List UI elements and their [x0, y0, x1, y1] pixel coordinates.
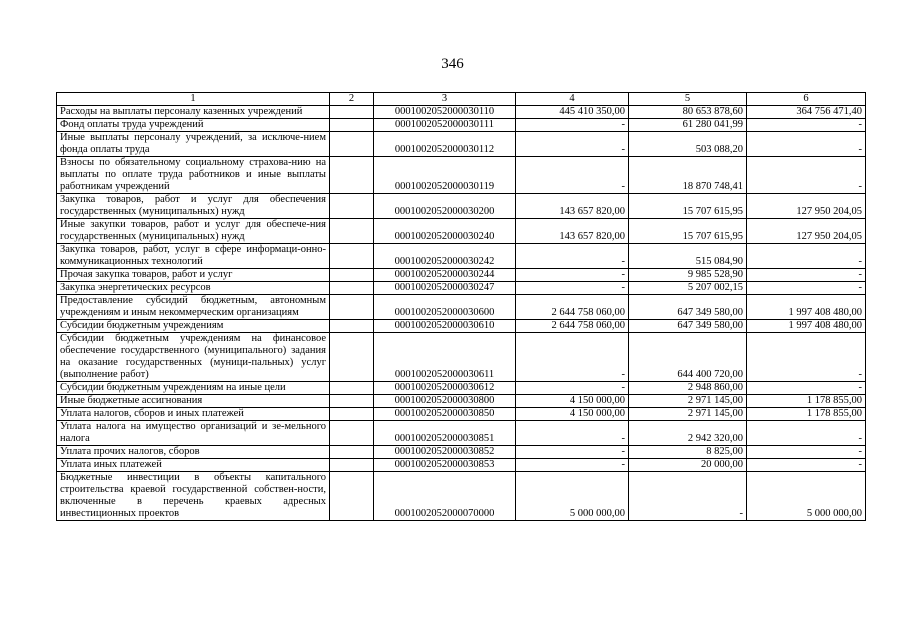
row-value-col5: 2 971 145,00: [629, 395, 747, 408]
row-col2-cell: [330, 395, 374, 408]
row-col2-cell: [330, 408, 374, 421]
table-row: [57, 333, 866, 382]
row-value-col4: -: [516, 119, 629, 132]
row-value-col6: -: [747, 421, 866, 446]
row-col2-cell: [330, 382, 374, 395]
table-row: [57, 269, 866, 282]
row-value-col4: 4 150 000,00: [516, 395, 629, 408]
table-row: [57, 421, 866, 446]
row-value-col4: -: [516, 157, 629, 194]
table-row: [57, 157, 866, 194]
row-name-cell: Иные бюджетные ассигнования: [57, 395, 330, 408]
header-row: [57, 93, 866, 106]
row-value-col6: 1 997 408 480,00: [747, 320, 866, 333]
row-value-col5: 647 349 580,00: [629, 295, 747, 320]
row-value-col6: 127 950 204,05: [747, 194, 866, 219]
page-number: 346: [441, 56, 464, 72]
row-code-cell: 0001002052000030112: [374, 132, 516, 157]
row-name-cell: Субсидии бюджетным учреждениям на финансовое обеспечение государственного (муниципального) задания на оказание государственных (муници-пальных) услуг (выполнение работ): [57, 333, 330, 382]
column-header-2: 2: [330, 93, 374, 106]
row-code-cell: 0001002052000030800: [374, 395, 516, 408]
row-code-cell: 0001002052000030119: [374, 157, 516, 194]
row-value-col6: -: [747, 244, 866, 269]
row-value-col6: -: [747, 446, 866, 459]
row-col2-cell: [330, 269, 374, 282]
row-col2-cell: [330, 320, 374, 333]
row-value-col5: 2 948 860,00: [629, 382, 747, 395]
row-col2-cell: [330, 282, 374, 295]
table-row: [57, 282, 866, 295]
table-row: [57, 244, 866, 269]
row-value-col4: -: [516, 459, 629, 472]
row-value-col6: 1 178 855,00: [747, 408, 866, 421]
row-name-cell: Закупка товаров, работ, услуг в сфере информаци-онно-коммуникационных технологий: [57, 244, 330, 269]
row-value-col4: -: [516, 382, 629, 395]
row-col2-cell: [330, 157, 374, 194]
row-value-col6: 1 178 855,00: [747, 395, 866, 408]
row-col2-cell: [330, 119, 374, 132]
row-value-col4: -: [516, 333, 629, 382]
row-name-cell: Расходы на выплаты персоналу казенных учреждений: [57, 106, 330, 119]
column-header-6: 6: [747, 93, 866, 106]
row-code-cell: 0001002052000030200: [374, 194, 516, 219]
row-col2-cell: [330, 459, 374, 472]
row-value-col6: 364 756 471,40: [747, 106, 866, 119]
row-code-cell: 0001002052000030600: [374, 295, 516, 320]
row-code-cell: 0001002052000030242: [374, 244, 516, 269]
table-body: [57, 106, 866, 521]
row-value-col6: -: [747, 382, 866, 395]
row-name-cell: Прочая закупка товаров, работ и услуг: [57, 269, 330, 282]
row-value-col5: 18 870 748,41: [629, 157, 747, 194]
row-col2-cell: [330, 295, 374, 320]
row-col2-cell: [330, 244, 374, 269]
row-value-col4: 4 150 000,00: [516, 408, 629, 421]
table-row: [57, 395, 866, 408]
row-value-col5: 644 400 720,00: [629, 333, 747, 382]
row-name-cell: Взносы по обязательному социальному страхова-нию на выплаты по оплате труда работников и иные выплаты работникам учреждений: [57, 157, 330, 194]
row-code-cell: 0001002052000030612: [374, 382, 516, 395]
row-value-col6: -: [747, 282, 866, 295]
row-value-col4: 2 644 758 060,00: [516, 295, 629, 320]
row-name-cell: Закупка энергетических ресурсов: [57, 282, 330, 295]
row-value-col6: -: [747, 459, 866, 472]
row-value-col5: 503 088,20: [629, 132, 747, 157]
row-col2-cell: [330, 446, 374, 459]
row-value-col5: 515 084,90: [629, 244, 747, 269]
table-row: [57, 382, 866, 395]
row-name-cell: Субсидии бюджетным учреждениям на иные цели: [57, 382, 330, 395]
row-name-cell: Уплата прочих налогов, сборов: [57, 446, 330, 459]
table-row: [57, 320, 866, 333]
row-col2-cell: [330, 472, 374, 521]
row-col2-cell: [330, 333, 374, 382]
row-col2-cell: [330, 194, 374, 219]
row-code-cell: 0001002052000030850: [374, 408, 516, 421]
row-name-cell: Уплата налогов, сборов и иных платежей: [57, 408, 330, 421]
table-row: [57, 408, 866, 421]
row-name-cell: Уплата налога на имущество организаций и зе-мельного налога: [57, 421, 330, 446]
row-value-col4: 2 644 758 060,00: [516, 320, 629, 333]
row-col2-cell: [330, 106, 374, 119]
column-header-5: 5: [629, 93, 747, 106]
column-header-3: 3: [374, 93, 516, 106]
row-code-cell: 0001002052000030851: [374, 421, 516, 446]
row-value-col4: -: [516, 421, 629, 446]
row-code-cell: 0001002052000030247: [374, 282, 516, 295]
table-row: [57, 219, 866, 244]
row-value-col4: -: [516, 269, 629, 282]
row-value-col5: 15 707 615,95: [629, 219, 747, 244]
row-value-col4: -: [516, 446, 629, 459]
row-value-col4: -: [516, 132, 629, 157]
row-name-cell: Бюджетные инвестиции в объекты капитального строительства краевой государственной собствен-ности, включенные в перечень краевых адресных инвестиционных проектов: [57, 472, 330, 521]
row-value-col5: -: [629, 472, 747, 521]
row-value-col6: 127 950 204,05: [747, 219, 866, 244]
row-name-cell: Субсидии бюджетным учреждениям: [57, 320, 330, 333]
table-row: [57, 106, 866, 119]
row-value-col6: -: [747, 269, 866, 282]
row-name-cell: Закупка товаров, работ и услуг для обеспечения государственных (муниципальных) нужд: [57, 194, 330, 219]
row-name-cell: Иные выплаты персоналу учреждений, за исключе-нием фонда оплаты труда: [57, 132, 330, 157]
row-value-col5: 647 349 580,00: [629, 320, 747, 333]
row-code-cell: 0001002052000030111: [374, 119, 516, 132]
row-value-col6: -: [747, 157, 866, 194]
row-value-col5: 5 207 002,15: [629, 282, 747, 295]
row-name-cell: Уплата иных платежей: [57, 459, 330, 472]
row-value-col4: 143 657 820,00: [516, 194, 629, 219]
column-header-1: 1: [57, 93, 330, 106]
row-code-cell: 0001002052000030110: [374, 106, 516, 119]
row-value-col6: -: [747, 333, 866, 382]
row-value-col6: -: [747, 132, 866, 157]
column-header-4: 4: [516, 93, 629, 106]
row-value-col4: 5 000 000,00: [516, 472, 629, 521]
row-value-col4: 445 410 350,00: [516, 106, 629, 119]
row-value-col5: 20 000,00: [629, 459, 747, 472]
row-value-col6: 1 997 408 480,00: [747, 295, 866, 320]
row-code-cell: 0001002052000030611: [374, 333, 516, 382]
row-value-col5: 2 942 320,00: [629, 421, 747, 446]
row-value-col6: 5 000 000,00: [747, 472, 866, 521]
table-row: [57, 295, 866, 320]
row-name-cell: Иные закупки товаров, работ и услуг для обеспече-ния государственных (муниципальных) нужд: [57, 219, 330, 244]
row-col2-cell: [330, 219, 374, 244]
row-code-cell: 0001002052000030244: [374, 269, 516, 282]
row-value-col5: 8 825,00: [629, 446, 747, 459]
row-name-cell: Предоставление субсидий бюджетным, автономным учреждениям и иным некоммерческим организациям: [57, 295, 330, 320]
row-value-col4: 143 657 820,00: [516, 219, 629, 244]
row-value-col5: 2 971 145,00: [629, 408, 747, 421]
row-value-col4: -: [516, 282, 629, 295]
table-header: [57, 93, 866, 106]
row-code-cell: 0001002052000030853: [374, 459, 516, 472]
row-value-col5: 61 280 041,99: [629, 119, 747, 132]
table-row: [57, 132, 866, 157]
row-code-cell: 0001002052000030610: [374, 320, 516, 333]
row-value-col6: -: [747, 119, 866, 132]
row-code-cell: 0001002052000030240: [374, 219, 516, 244]
row-name-cell: Фонд оплаты труда учреждений: [57, 119, 330, 132]
row-col2-cell: [330, 421, 374, 446]
table-row: [57, 119, 866, 132]
table-row: [57, 472, 866, 521]
row-col2-cell: [330, 132, 374, 157]
row-value-col5: 80 653 878,60: [629, 106, 747, 119]
table-row: [57, 459, 866, 472]
row-value-col4: -: [516, 244, 629, 269]
row-value-col5: 9 985 528,90: [629, 269, 747, 282]
row-code-cell: 0001002052000030852: [374, 446, 516, 459]
row-code-cell: 0001002052000070000: [374, 472, 516, 521]
budget-table: [56, 92, 866, 521]
table-row: [57, 194, 866, 219]
row-value-col5: 15 707 615,95: [629, 194, 747, 219]
table-row: [57, 446, 866, 459]
